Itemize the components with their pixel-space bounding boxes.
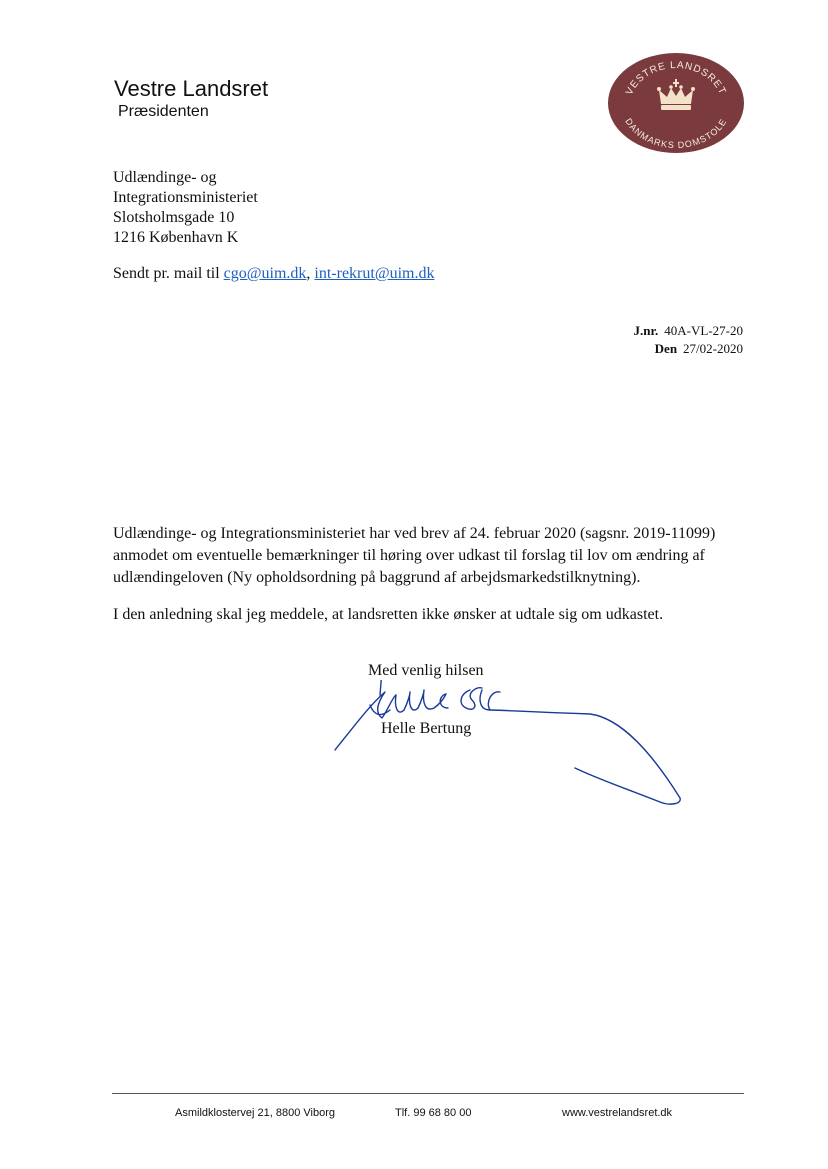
- jnr-label: J.nr.: [633, 323, 659, 338]
- footer-address: Asmildklostervej 21, 8800 Viborg: [175, 1107, 335, 1119]
- handwritten-signature: [330, 680, 700, 815]
- body-paragraph-2: I den anledning skal jeg meddele, at landsretten ikke ønsker at udtale sig om udkastet.: [113, 606, 664, 623]
- recipient-address: [113, 168, 258, 248]
- footer-website[interactable]: www.vestrelandsret.dk: [562, 1107, 673, 1119]
- email-separator: ,: [306, 265, 311, 282]
- court-seal: [607, 52, 745, 154]
- recipient-line: Udlændinge- og: [113, 169, 217, 186]
- footer-phone: Tlf. 99 68 80 00: [395, 1107, 472, 1119]
- closing-line: Med venlig hilsen: [368, 662, 484, 679]
- jnr-value: 40A-VL-27-20: [664, 323, 743, 338]
- recipient-line: 1216 København K: [113, 229, 239, 246]
- recipient-line: Slotsholmsgade 10: [113, 209, 235, 226]
- court-name: Vestre Landsret: [114, 76, 269, 101]
- reference-block: [633, 322, 743, 358]
- sent-by-email-line: [113, 265, 434, 283]
- recipient-line: Integrationsministeriet: [113, 189, 258, 206]
- date-value: 27/02-2020: [683, 341, 743, 356]
- signer-name: Helle Bertung: [381, 720, 472, 737]
- sent-prefix: Sendt pr. mail til: [113, 265, 220, 282]
- footer-divider: [112, 1093, 744, 1094]
- seal-top-text: VESTRE LANDSRET: [624, 59, 728, 97]
- court-office: Præsidenten: [118, 103, 209, 120]
- body-paragraph-1: Udlændinge- og Integrationsministeriet har ved brev af 24. februar 2020 (sagsnr. 2019-11099) anmodet om eventuelle bemærkninger til høring over udkast til forslag til lov om ændring af udlændingeloven (Ny opholdsordning på baggrund af arbejdsmarkedstilknytning).: [113, 525, 716, 586]
- email-link-cgo[interactable]: cgo@uim.dk: [223, 265, 307, 282]
- date-label: Den: [654, 341, 678, 356]
- seal-bottom-text: DANMARKS DOMSTOLE: [623, 116, 729, 151]
- email-link-int-rekrut[interactable]: int-rekrut@uim.dk: [314, 265, 435, 282]
